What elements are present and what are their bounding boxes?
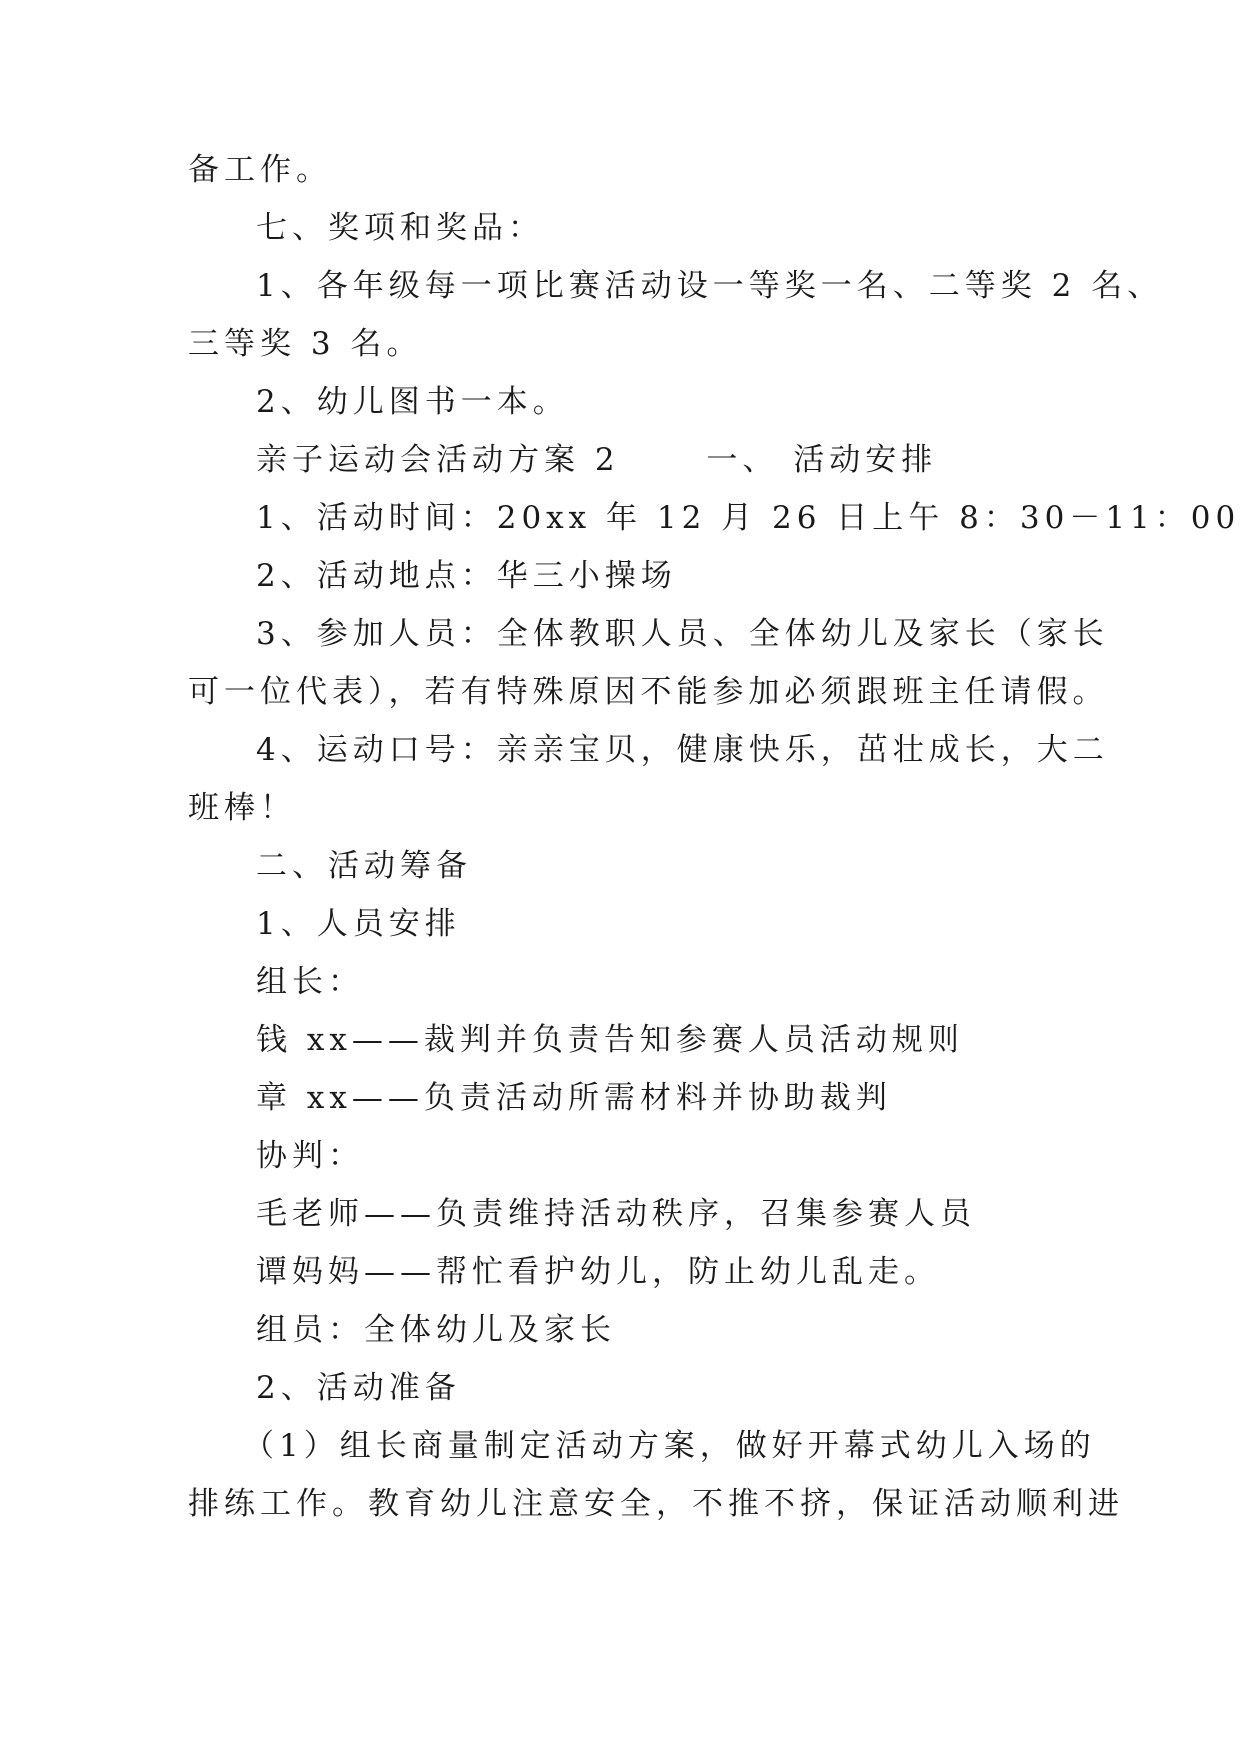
text-line: 谭妈妈——帮忙看护幼儿，防止幼儿乱走。 xyxy=(256,1254,940,1290)
text-line: 4、运动口号：亲亲宝贝，健康快乐，茁壮成长，大二 xyxy=(256,732,1109,768)
text-line: 章 xx——负责活动所需材料并协助裁判 xyxy=(256,1080,892,1116)
section-heading: 二、活动筹备 xyxy=(256,848,472,884)
text-line: 排练工作。教育幼儿注意安全，不推不挤，保证活动顺利进 xyxy=(188,1486,1124,1522)
text-line: 毛老师——负责维持活动秩序，召集参赛人员 xyxy=(256,1196,976,1232)
text-line: 钱 xx——裁判并负责告知参赛人员活动规则 xyxy=(256,1022,964,1058)
text-line: （1）组长商量制定活动方案，做好开幕式幼儿入场的 xyxy=(243,1428,1096,1464)
section-heading: 七、奖项和奖品： xyxy=(256,210,544,246)
text-line: 2、活动地点：华三小操场 xyxy=(256,558,677,594)
section-heading: 亲子运动会活动方案 2 一、 活动安排 xyxy=(256,442,938,478)
text-line: 1、人员安排 xyxy=(256,906,461,942)
text-line: 协判： xyxy=(256,1138,364,1174)
text-line: 1、各年级每一项比赛活动设一等奖一名、二等奖 2 名、 xyxy=(256,268,1164,304)
text-line: 可一位代表），若有特殊原因不能参加必须跟班主任请假。 xyxy=(188,674,1109,710)
text-line: 2、幼儿图书一本。 xyxy=(256,384,569,420)
text-line: 2、活动准备 xyxy=(256,1370,461,1406)
text-line: 组员：全体幼儿及家长 xyxy=(256,1312,616,1348)
text-line: 备工作。 xyxy=(188,152,332,188)
text-line: 三等奖 3 名。 xyxy=(188,326,423,362)
text-line: 组长： xyxy=(256,964,364,1000)
text-line: 3、参加人员：全体教职人员、全体幼儿及家长（家长 xyxy=(256,616,1109,652)
text-line: 1、活动时间：20xx 年 12 月 26 日上午 8：30－11：00 xyxy=(256,500,1241,536)
text-line: 班棒！ xyxy=(188,790,296,826)
